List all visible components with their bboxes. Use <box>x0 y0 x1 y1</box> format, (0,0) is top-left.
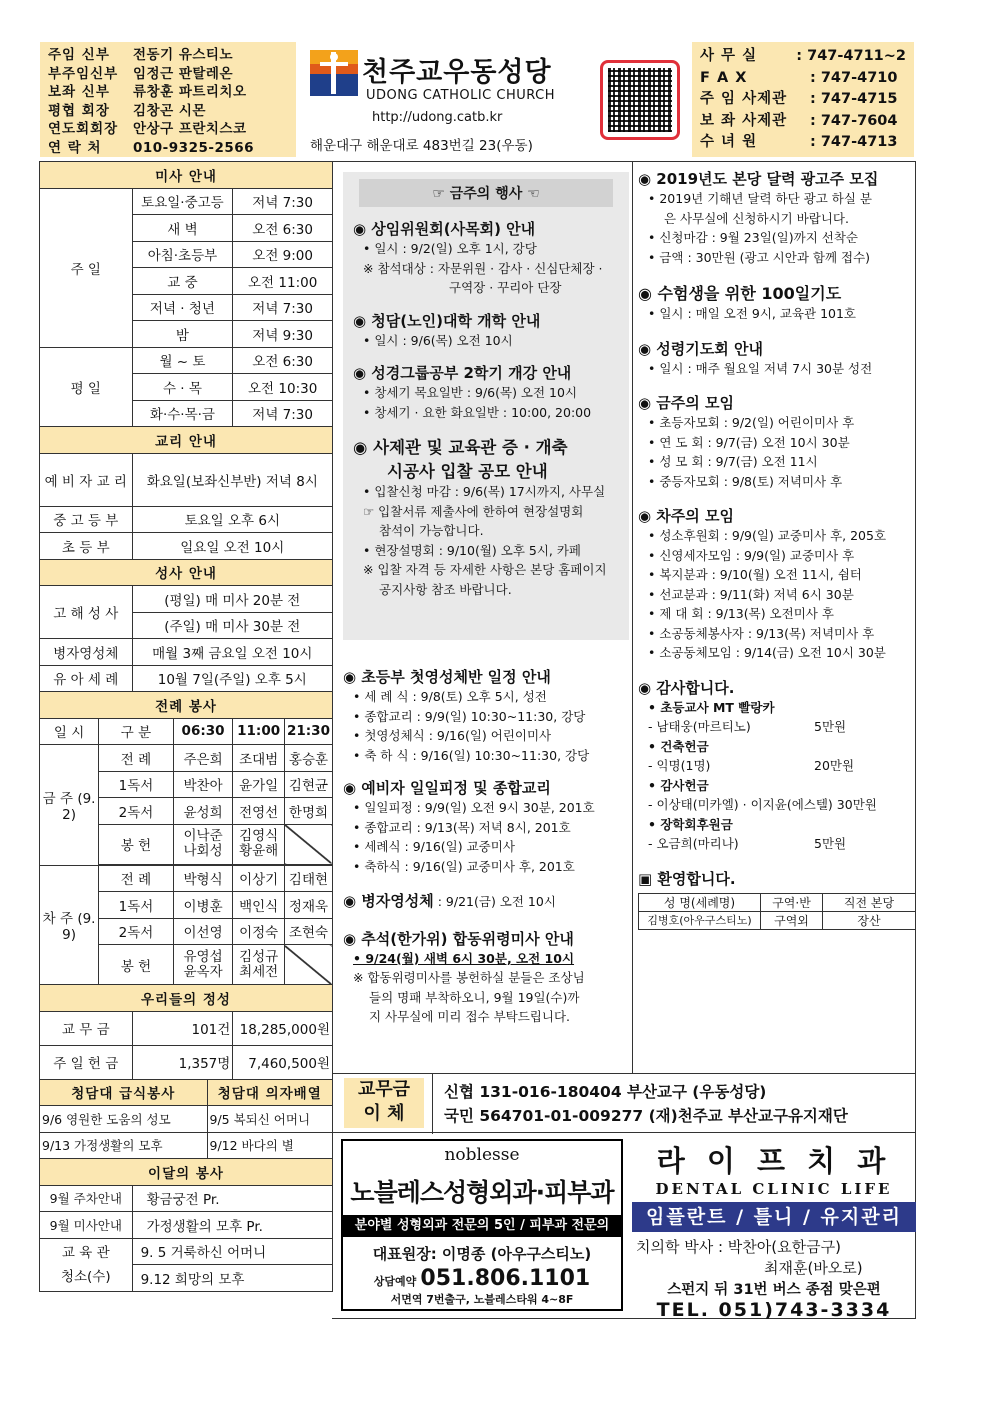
events-box <box>343 172 629 640</box>
contact-value: : 747-4710 <box>810 69 898 86</box>
thanks-category: • 초등교사 MT 빨랑카 <box>648 699 775 715</box>
liturgy-person: 윤성희 <box>173 798 233 825</box>
middle-label: 중 고 등 부 <box>40 506 133 533</box>
offering-count: 101건 <box>132 1011 233 1045</box>
liturgy-person: 정재욱 <box>284 892 332 919</box>
offering-header: 우리들의 정성 <box>40 985 333 1012</box>
notice-line: • 종합교리 : 9/9(일) 10:30~11:30, 강당 <box>353 708 586 724</box>
mass-type: 새 벽 <box>132 215 233 242</box>
bank-account: 국민 564701-01-009277 (재)천주교 부산교구유지재단 <box>444 1107 848 1125</box>
staff-role: 연 락 처 <box>48 139 102 156</box>
welcome-cell: 구역외 <box>761 911 823 929</box>
mass-type: 교 중 <box>132 268 233 295</box>
weekday-label: 평 일 <box>40 347 133 427</box>
catechumen-time: 화요일(보좌신부반) 저녁 8시 <box>132 453 332 506</box>
staff-role: 부주임신부 <box>48 65 119 82</box>
thanks-amount: 20만원 <box>814 758 855 773</box>
contact-list <box>692 42 914 157</box>
confession-time: (주일) 매 미사 30분 전 <box>132 612 332 639</box>
mass-type: 월 ~ 토 <box>132 347 233 374</box>
offering-count: 1,357명 <box>132 1045 233 1079</box>
welcome-cell: 김병호(아우구스티노) <box>639 911 761 929</box>
staff-role: 평협 회장 <box>48 102 110 119</box>
sunday-label: 주 일 <box>40 188 133 347</box>
event-line: • 현장설명회 : 9/10(월) 오후 5시, 카페 <box>363 542 582 558</box>
ad-banner: 분야별 성형외과 전문의 5인 / 피부과 전문의 <box>343 1215 621 1237</box>
edu-row: 9. 5 거룩하신 어머니 <box>132 1238 332 1265</box>
notice-line: • 일일피정 : 9/9(일) 오전 9시 30분, 201호 <box>353 800 595 815</box>
notice-line: • 연 도 회 : 9/7(금) 오전 10시 30분 <box>648 434 850 450</box>
liturgy-role: 1독서 <box>99 771 174 798</box>
notice-line: • 복지분과 : 9/10(월) 오전 11시, 쉼터 <box>648 567 862 582</box>
liturgy-role: 2독서 <box>99 798 174 825</box>
welcome-col-header: 성 명(세례명) <box>639 893 761 911</box>
mass-type: 저녁 · 청년 <box>132 294 233 321</box>
notice-line: • 선교분과 : 9/11(화) 저녁 6시 30분 <box>648 586 854 602</box>
notice-line: ※ 합동위령미사를 봉헌하실 분들은 조상님 <box>353 970 585 985</box>
sick-label: 병자영성체 <box>40 639 133 666</box>
contact-label: 주 임 사제관 <box>700 91 788 108</box>
liturgy-person: 조대범 <box>233 745 285 772</box>
mass-type: 화·수·목·금 <box>132 400 233 427</box>
noblesse-logo: noblesse <box>444 1145 520 1165</box>
next-week-label: 차 주 (9. 9) <box>40 865 99 985</box>
contact-value: : 747-4713 <box>810 134 898 151</box>
staff-name: 전동기 유스티노 <box>133 47 233 63</box>
bank-label <box>344 1078 424 1128</box>
liturgy-person: 김태현 <box>284 865 332 892</box>
welcome-table <box>638 893 916 930</box>
catechumen-label: 예 비 자 교 리 <box>40 453 133 506</box>
thanks-donor: - 이상태(미카엘) · 이지윤(에스텔) 30만원 <box>648 797 877 812</box>
notice-line: • 축 하 식 : 9/16(일) 10:30~11:30, 강당 <box>353 747 590 763</box>
edu-label: 교 육 관 <box>61 1244 110 1261</box>
notice-line: • 중등자모회 : 9/8(토) 저녁미사 후 <box>648 473 843 489</box>
notice-heading: ◉ 금주의 모임 <box>638 394 734 412</box>
notice-line: • 종합교리 : 9/13(목) 저녁 8시, 201호 <box>353 819 571 835</box>
liturgy-person: 홍승훈 <box>284 745 332 772</box>
monthly-value: 황금궁전 Pr. <box>132 1185 332 1212</box>
event-line: ※ 입찰 자격 등 자세한 사항은 본당 홈페이지 <box>363 562 607 577</box>
right-notices <box>638 168 914 930</box>
notice-heading: ◉ 성령기도회 안내 <box>638 339 763 358</box>
staff-name: 김창곤 시몬 <box>133 102 206 119</box>
contact-label: F A X <box>700 69 748 86</box>
elder-meal-header: 청담대 급식봉사 <box>40 1079 208 1106</box>
liturgy-person: 이상기 <box>233 865 285 892</box>
thanks-donor: - 익명(1명) <box>648 758 711 773</box>
liturgy-person: 김현균 <box>284 771 332 798</box>
dental-ad[interactable] <box>632 1139 916 1321</box>
thanks-amount: 5만원 <box>814 719 847 734</box>
liturgy-header: 전례 봉사 <box>40 692 333 719</box>
notice-line: • 일시 : 매주 월요일 저녁 7시 30분 성전 <box>648 360 873 376</box>
bank-box <box>332 1073 916 1133</box>
notice-line: : 9/21(금) 오전 10시 <box>433 894 556 909</box>
bank-label-bottom: 이 체 <box>363 1103 405 1124</box>
liturgy-role: 1독서 <box>99 892 174 919</box>
elder-row: 9/5 복되신 어머니 <box>207 1106 332 1133</box>
mass-time: 저녁 9:30 <box>233 321 333 348</box>
liturgy-role: 전 례 <box>99 745 174 772</box>
notice-heading: ▣ 환영합니다. <box>638 869 736 888</box>
this-week-label: 금 주 (9. 2) <box>40 745 99 866</box>
elder-row: 9/13 가정생활의 모후 <box>40 1132 208 1159</box>
event-line: • 일시 : 9/6(목) 오전 10시 <box>363 332 513 348</box>
monthly-header: 이달의 봉사 <box>40 1159 333 1186</box>
middle-time: 토요일 오후 6시 <box>132 506 332 533</box>
notice-heading: ◉ 병자영성체 <box>343 892 434 910</box>
mass-header: 미사 안내 <box>40 162 333 189</box>
notice-line: • 신청마감 : 9월 23일(일)까지 선착순 <box>648 230 858 245</box>
notice-line: • 첫영성체식 : 9/16(일) 어린이미사 <box>353 728 552 743</box>
baptism-label: 유 아 세 례 <box>40 665 133 692</box>
mass-time: 오전 11:00 <box>233 268 333 295</box>
staff-name: 류창훈 파트리치오 <box>133 84 247 101</box>
notice-line: • 신영세자모임 : 9/9(일) 교중미사 후 <box>648 547 855 563</box>
thanks-category: • 건축헌금 <box>648 738 709 754</box>
contact-label: 수 녀 원 <box>700 134 758 151</box>
staff-role: 보좌 신부 <box>48 84 110 101</box>
elem-label: 초 등 부 <box>40 533 133 560</box>
contact-label: 사 무 실 <box>700 48 758 64</box>
notice-heading: ◉ 수험생을 위한 100일기도 <box>638 284 842 303</box>
sacrament-header: 성사 안내 <box>40 559 333 586</box>
liturgy-person: 백인식 <box>233 892 285 919</box>
staff-name: 안상구 프란치스코 <box>133 121 247 138</box>
notice-line: • 세 례 식 : 9/8(토) 오후 5시, 성전 <box>353 689 547 704</box>
notice-heading: ◉ 2019년도 본당 달력 광고주 모집 <box>638 170 879 188</box>
mass-type: 밤 <box>132 321 233 348</box>
sick-time: 매월 3째 금요일 오전 10시 <box>132 639 332 666</box>
liturgy-person: 박형식 <box>173 865 233 892</box>
liturgy-person: 김영식 황윤해 <box>233 824 285 864</box>
event-heading: 시공사 입찰 공모 안내 <box>387 462 548 481</box>
column-divider <box>632 161 633 1073</box>
liturgy-col-header: 구 분 <box>99 718 174 745</box>
events-title: ☞ 금주의 행사 ☜ <box>359 179 613 207</box>
liturgy-person: 윤가일 <box>233 771 285 798</box>
empty-diagonal-cell <box>284 824 332 864</box>
notice-line: • 소공동체봉사자 : 9/13(목) 저녁미사 후 <box>648 625 875 641</box>
thanks-donor: - 오금희(마리나) <box>648 836 739 851</box>
liturgy-role: 봉 헌 <box>99 945 174 985</box>
liturgy-col-header: 21:30 <box>284 718 332 745</box>
thanks-category: • 장학회후원금 <box>648 816 733 832</box>
ad-clinic-name: 노블레스성형외과·피부과 <box>350 1178 614 1207</box>
mass-time: 오전 10:30 <box>233 374 333 401</box>
clean-label: 청소(수) <box>60 1268 111 1285</box>
notice-heading: ◉ 감사합니다. <box>638 678 735 697</box>
mass-time: 저녁 7:30 <box>233 188 333 215</box>
notice-line: • 성소후원회 : 9/9(일) 교중미사 후, 205호 <box>648 528 887 543</box>
offering-label: 주 일 헌 금 <box>40 1045 133 1079</box>
event-line: • 창세기 · 요한 화요일반 : 10:00, 20:00 <box>363 404 592 420</box>
contact-value: : 747-4715 <box>810 91 898 108</box>
liturgy-person: 유영섭 윤옥자 <box>173 945 233 985</box>
ad-banner: 임플란트 / 틀니 / 유지관리 <box>632 1202 916 1232</box>
event-heading: ◉ 청담(노인)대학 개학 안내 <box>353 311 541 330</box>
mass-type: 토요일·중고등 <box>132 188 233 215</box>
event-line: • 입찰신청 마감 : 9/6(목) 17시까지, 사무실 <box>363 484 606 499</box>
notice-line: 은 사무실에 신청하시기 바랍니다. <box>664 210 849 226</box>
liturgy-person: 조현숙 <box>284 918 332 945</box>
event-line: 공지사항 참조 바랍니다. <box>379 581 512 597</box>
liturgy-col-header: 11:00 <box>233 718 285 745</box>
event-heading: ◉ 사제관 및 교육관 증 · 개축 <box>353 438 568 457</box>
notice-line: • 축하식 : 9/16(일) 교중미사 후, 201호 <box>353 858 575 874</box>
doctrine-header: 교리 안내 <box>40 427 333 454</box>
schedule-table <box>39 161 333 1292</box>
monthly-value: 가정생활의 모후 Pr. <box>132 1212 332 1239</box>
ad-location: 스펀지 뒤 31번 버스 종점 맞은편 <box>667 1282 881 1298</box>
baptism-time: 10월 7일(주일) 오후 5시 <box>132 665 332 692</box>
ad-clinic-en: DENTAL CLINIC LIFE <box>655 1180 893 1198</box>
notice-line: • 세례식 : 9/16(일) 교중미사 <box>353 839 515 854</box>
ad-tel-label: 상담예약 <box>373 1275 417 1288</box>
bank-label-top: 교무금 <box>357 1079 411 1100</box>
elem-time: 일요일 오전 10시 <box>132 533 332 560</box>
notice-line: • 9/24(월) 새벽 6시 30분, 오전 10시 <box>353 950 575 966</box>
church-address: 해운대구 해운대로 483번길 23(우동) <box>310 138 533 154</box>
staff-role: 주임 신부 <box>48 47 110 63</box>
event-heading: ◉ 상임위원회(사목회) 안내 <box>353 220 536 238</box>
ad-doctor: 최재훈(바오로) <box>764 1259 863 1277</box>
ad-doctor: 치의학 박사 : 박찬아(요한금구) <box>636 1238 841 1256</box>
mass-time: 저녁 7:30 <box>233 294 333 321</box>
liturgy-role: 2독서 <box>99 918 174 945</box>
ad-director: 대표원장: 이명종 (아우구스티노) <box>372 1245 592 1263</box>
qr-code-icon[interactable] <box>600 60 680 140</box>
liturgy-person: 이병훈 <box>173 892 233 919</box>
thanks-donor: - 남태웅(마르티노) <box>648 719 751 734</box>
mid-notices <box>343 666 629 1027</box>
notice-line: • 2019년 기해년 달력 하단 광고 하실 분 <box>648 191 872 206</box>
staff-list <box>40 42 296 157</box>
ad-tel[interactable]: TEL. 051)743-3334 <box>656 1299 892 1321</box>
bank-account: 신협 131-016-180404 부산교구 (우동성당) <box>444 1083 767 1101</box>
notice-line: • 금액 : 30만원 (광고 시안과 함께 접수) <box>648 249 871 265</box>
noblesse-ad[interactable] <box>341 1139 623 1311</box>
ad-address: 서면역 7번출구, 노블레스타워 4~8F <box>390 1293 574 1306</box>
event-line: • 창세기 목요일반 : 9/6(목) 오전 10시 <box>363 385 578 400</box>
confession-time: (평일) 매 미사 20분 전 <box>132 586 332 613</box>
thanks-amount: 5만원 <box>814 836 847 851</box>
staff-name: 임정근 판탈레온 <box>133 65 233 82</box>
notice-line: 들의 명패 부착하오니, 9월 19일(수)까 <box>369 989 580 1005</box>
church-title: 천주교우동성당 <box>362 57 552 88</box>
staff-phone: 010-9325-2566 <box>133 139 255 156</box>
notice-line: • 제 대 회 : 9/13(목) 오전미사 후 <box>648 606 834 621</box>
offering-amount: 7,460,500원 <box>233 1045 333 1079</box>
contact-value: : 747-7604 <box>810 112 898 129</box>
mass-time: 저녁 7:30 <box>233 400 333 427</box>
monthly-label: 9월 주차안내 <box>40 1185 133 1212</box>
church-logo-icon <box>310 48 358 102</box>
edu-clean-label <box>40 1238 133 1291</box>
liturgy-person: 박찬아 <box>173 771 233 798</box>
notice-heading: ◉ 예비자 일일피정 및 종합교리 <box>343 779 551 797</box>
church-url[interactable]: http://udong.catb.kr <box>372 110 503 125</box>
notice-line: • 초등자모회 : 9/2(일) 어린이미사 후 <box>648 415 855 430</box>
confession-label: 고 해 성 사 <box>40 586 133 639</box>
notice-heading: ◉ 초등부 첫영성체반 일정 안내 <box>343 668 551 686</box>
liturgy-person: 한명희 <box>284 798 332 825</box>
edu-row: 9.12 희망의 모후 <box>132 1265 332 1292</box>
elder-row: 9/6 영원한 도움의 성모 <box>40 1106 208 1133</box>
liturgy-role: 전 례 <box>99 865 174 892</box>
liturgy-person: 김성규 최세전 <box>233 945 285 985</box>
church-subtitle: UDONG CATHOLIC CHURCH <box>366 88 555 103</box>
empty-diagonal-cell <box>284 945 332 985</box>
contact-label: 보 좌 사제관 <box>700 112 788 129</box>
mass-time: 오전 9:00 <box>233 241 333 268</box>
liturgy-col-header: 일 시 <box>40 718 99 745</box>
staff-role: 연도회회장 <box>48 121 119 138</box>
ad-tel[interactable]: 051.806.1101 <box>420 1266 591 1291</box>
notice-line: • 소공동체모임 : 9/14(금) 오전 10시 30분 <box>648 645 886 660</box>
mass-type: 수 · 목 <box>132 374 233 401</box>
mass-time: 오전 6:30 <box>233 215 333 242</box>
event-line: ☞ 입찰서류 제출사에 한하여 현장설명회 <box>363 503 584 519</box>
mass-time: 오전 6:30 <box>233 347 333 374</box>
event-line: • 일시 : 9/2(일) 오후 1시, 강당 <box>363 241 537 256</box>
welcome-col-header: 구역·반 <box>761 893 823 911</box>
notice-line: • 성 모 회 : 9/7(금) 오전 11시 <box>648 454 818 469</box>
elder-row: 9/12 바다의 별 <box>207 1132 332 1159</box>
liturgy-person: 전영선 <box>233 798 285 825</box>
liturgy-col-header: 06:30 <box>173 718 233 745</box>
event-line: 참석이 가능합니다. <box>379 523 484 538</box>
mass-type: 아침·초등부 <box>132 241 233 268</box>
liturgy-person: 이선영 <box>173 918 233 945</box>
ad-clinic-name: 라 이 프 치 과 <box>656 1144 892 1178</box>
elder-chair-header: 청담대 의자배열 <box>207 1079 332 1106</box>
offering-label: 교 무 금 <box>40 1011 133 1045</box>
liturgy-person: 이낙준 나회성 <box>173 824 233 864</box>
contact-value: : 747-4711~2 <box>796 48 906 64</box>
notice-heading: ◉ 추석(한가위) 합동위령미사 안내 <box>343 929 574 948</box>
welcome-cell: 장산 <box>823 911 916 929</box>
liturgy-person: 주은희 <box>173 745 233 772</box>
thanks-category: • 감사헌금 <box>648 777 709 793</box>
notice-line: • 일시 : 매일 오전 9시, 교육관 101호 <box>648 306 857 321</box>
liturgy-role: 봉 헌 <box>99 824 174 864</box>
liturgy-person: 이정숙 <box>233 918 285 945</box>
event-line: 구역장 · 꾸리아 단장 <box>449 280 562 295</box>
event-heading: ◉ 성경그룹공부 2학기 개강 안내 <box>353 364 572 382</box>
notice-heading: ◉ 차주의 모임 <box>638 507 734 525</box>
event-line: ※ 참석대상 : 자문위원 · 감사 · 신심단체장 · <box>363 260 603 276</box>
welcome-col-header: 직전 본당 <box>823 893 916 911</box>
monthly-label: 9월 미사안내 <box>40 1212 133 1239</box>
notice-line: 지 사무실에 미리 접수 부탁드립니다. <box>369 1009 570 1024</box>
offering-amount: 18,285,000원 <box>233 1011 333 1045</box>
